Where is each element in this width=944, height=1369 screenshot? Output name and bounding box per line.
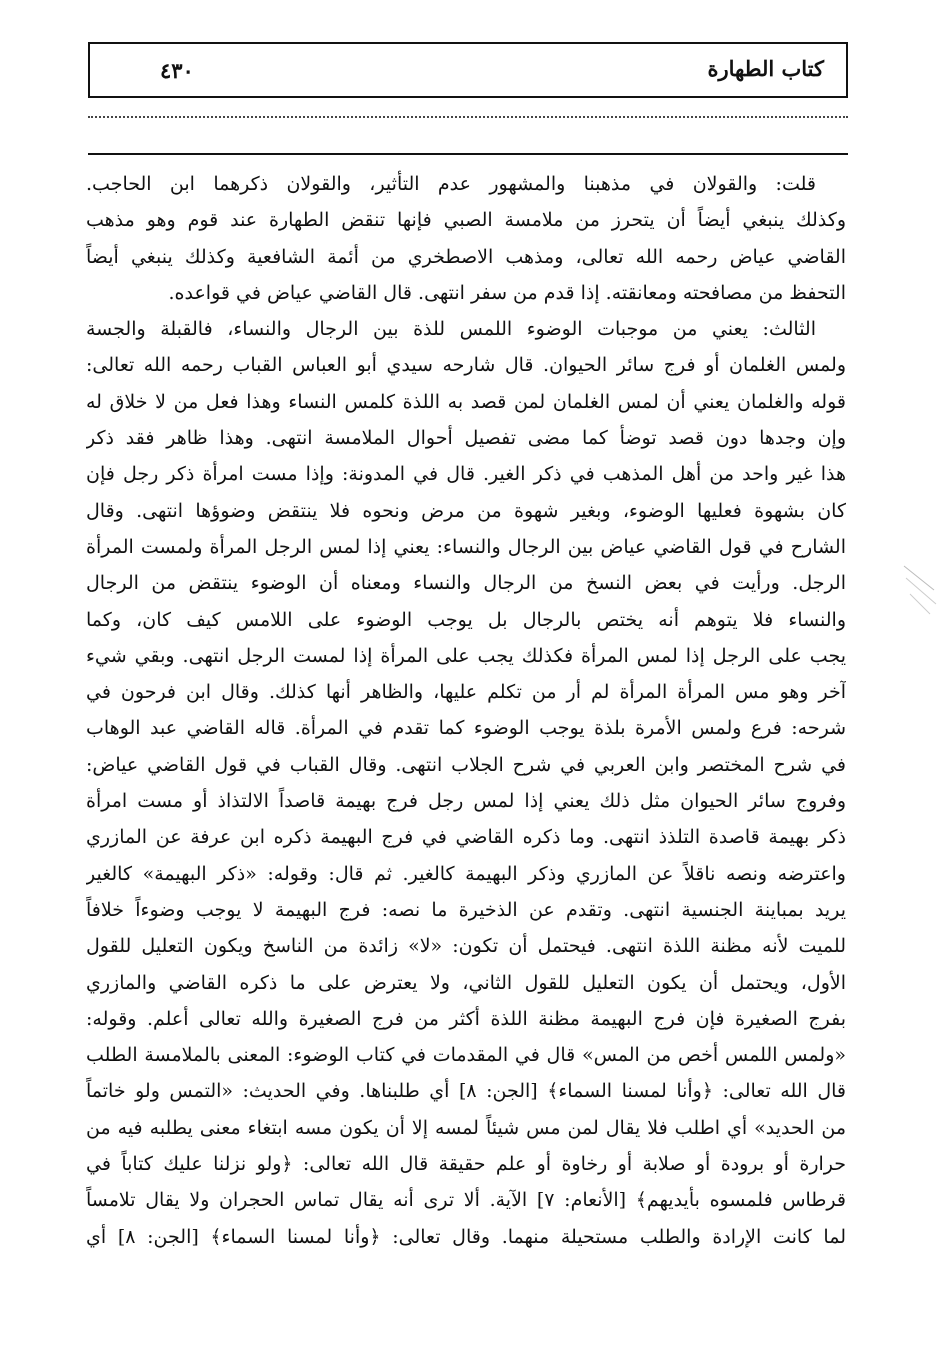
text-line: كان بشهوة فعليها الوضوء، وبغير شهوة من مرض ونحوه فلا ينتقض وضوؤها انتهى. وقال	[86, 499, 846, 522]
text-line: الرجل. ورأيت في بعض النسخ من الرجال والنساء ومعناه أن الوضوء ينتقض من الرجال	[86, 572, 846, 595]
scan-artifact-marks	[900, 560, 938, 620]
text-line: قال الله تعالى: ﴿وأنا لمسنا السماء﴾ [الجن: ٨] أي طلبناها. وفي الحديث: «التمس ولو خاتماً	[86, 1080, 846, 1103]
text-line: وفروج سائر الحيوان مثل ذلك يعني إذا لمس رجل فرج بهيمة قاصداً الالتذاذ أو مست امرأة	[86, 790, 846, 813]
text-line: للميت لأنه مظنة اللذة انتهى. فيحتمل أن تكون: «لا» زائدة من الناسخ ويكون التعليل للقول	[86, 935, 846, 958]
footnote-dotted-divider	[88, 116, 848, 118]
text-line: الأول، ويحتمل أن يكون التعليل للقول الثاني، ولا يعترض على ما ذكره القاضي والمازري	[86, 971, 846, 994]
text-line: من الحديد» أي اطلب فلا يقال لمن مس شيئاً لمسه إلا أن يكون مسه ابتغاء معنى يطلبه فيه من	[86, 1116, 846, 1139]
header-rule	[88, 153, 848, 155]
body-text	[86, 166, 846, 1255]
text-line: ولمس الغلمان أو فرج سائر الحيوان. قال شارحه سيدي أبو العباس القباب رحمه الله تعالى:	[86, 354, 846, 377]
text-line: واعترضه ونصه ناقلاً عن المازري وذكر البهيمة كالغير. ثم قال: وقوله: «ذكر البهيمة» كالغير	[86, 862, 846, 885]
text-line: يجب على الرجل إذا لمس المرأة فكذلك يجب على المرأة إذا لمست الرجل انتهى. وبقي شيء	[86, 644, 846, 667]
text-line: التحفظ من مصافحته ومعانقته. إذا قدم من سفر انتهى. قال القاضي عياض في قواعده.	[168, 281, 846, 304]
text-line: حرارة أو برودة أو صلابة أو رخاوة أو علم حقيقة قال الله تعالى: ﴿ولو نزلنا عليك كتاباً في	[86, 1153, 846, 1176]
text-line: الشارح في قول القاضي عياض بين الرجال والنساء: يعني إذا لمس الرجل المرأة ولمست المرأة	[86, 535, 846, 558]
text-line: القاضي عياض رحمه الله تعالى، ومذهب الاصطخري من أئمة الشافعية وكذلك ينبغي أيضاً	[86, 245, 846, 268]
text-line: لما كانت الإرادة والطلب مستحيلة منهما. وقال تعالى: ﴿وأنا لمسنا السماء﴾ [الجن: ٨] أي	[86, 1225, 846, 1248]
text-line: وكذلك ينبغي أيضاً أن يتحرز من ملامسة الصبي فإنها تنقض الطهارة عند قوم وهو مذهب	[86, 209, 846, 232]
text-line: آخر وهو مس المرأة المرأة لم أر من تكلم عليها، والظاهر أنها كذلك. وقال ابن فرحون في	[86, 681, 846, 704]
text-line: وإن وجدها دون قصد توضأ كما مضى تفصيل أحوال الملامسة انتهى. وهذا ظاهر فقد ذكر	[86, 427, 846, 450]
text-line: قوله والغلمان يعني أن لمس الغلمان لمن قصد به اللذة كلمس النساء وهذا فعل من لا خلاق له	[86, 390, 846, 413]
page-number: ٤٣٠	[160, 58, 194, 83]
text-line: قلت: والقولان في مذهبنا والمشهور عدم التأثير، والقولان ذكرهما ابن الحاجب.	[86, 173, 816, 195]
text-line: يريد بمباينة الجنسية انتهى. وتقدم عن الذخيرة ما نصه: فرج البهيمة لا يوجب وضوءاً خلافاً	[86, 898, 846, 921]
book-title: كتاب الطهارة	[707, 56, 824, 81]
text-line: قرطاس فلمسوه بأيديهم﴾ [الأنعام: ٧] الآية. ألا ترى أنه يقال تماس الحجران ولا يقال تلامساً	[86, 1189, 846, 1212]
page-header	[88, 42, 848, 98]
text-line: والنساء فلا يتوهم أنه يختص بالرجال بل يوجب الوضوء على اللامس كيف كان، وكما	[86, 608, 846, 631]
text-line: شرحه: فرع ولمس الأمرة بلذة يوجب الوضوء كما تقدم في المرأة. قاله القاضي عبد الوهاب	[86, 717, 846, 740]
text-line: بفرج الصغيرة فإن فرج البهيمة مظنة اللذة أكثر من فرج الصغيرة والله تعالى أعلم. وقوله:	[86, 1007, 846, 1030]
text-line: الثالث: يعني من موجبات الوضوء اللمس للذة بين الرجال والنساء، فالقبلة والجسة	[86, 318, 816, 341]
text-line: «ولمس اللمس أخص من المس» قال في المقدمات في كتاب الوضوء: المعنى بالملامسة الطلب	[86, 1044, 846, 1067]
text-line: في شرح المختصر وابن العربي في شرح الجلاب انتهى. وقال القباب في قول القاضي عياض:	[86, 753, 846, 776]
text-line: ذكر بهيمة قاصدة التلذذ انتهى. وما ذكره القاضي في فرج البهيمة ذكره ابن عرفة عن المازري	[86, 826, 846, 849]
text-line: هذا غير واحد من أهل المذهب في ذكر الغير. قال في المدونة: وإذا مست امرأة ذكر رجل فإن	[86, 463, 846, 486]
